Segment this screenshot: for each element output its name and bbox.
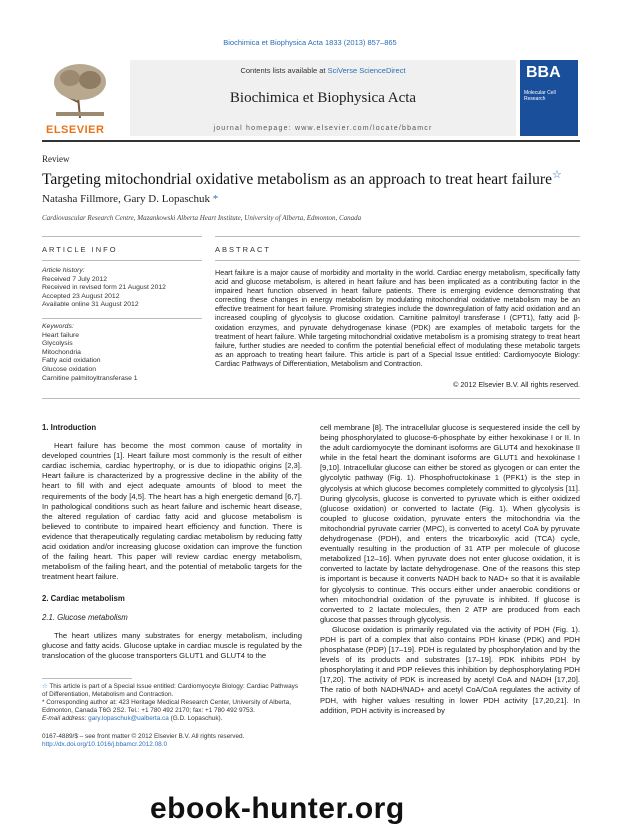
corresponding-note: * Corresponding author at: 423 Heritage Medical Research Center, University of Alberta, Edmonton, Canada T6G 2S2. Tel.: +1 780 492 2170; fax: +1 780 492 9753. xyxy=(42,699,292,714)
star-icon[interactable]: ☆ xyxy=(551,169,562,181)
cover-subtitle: Molecular Cell Research xyxy=(524,90,556,102)
keyword: Glycolysis xyxy=(42,340,73,348)
abstract-heading: ABSTRACT xyxy=(215,245,272,254)
email-link[interactable]: gary.lopaschuk@ualberta.ca xyxy=(88,715,169,722)
history-label: Article history: xyxy=(42,267,85,274)
glucose-heading: 2.1. Glucose metabolism xyxy=(42,612,128,622)
keyword: Glucose oxidation xyxy=(42,365,97,373)
intro-paragraph: Heart failure has become the most common cause of mortality in developed countries [1]. Heart failure most commonly is the result of either cardiac ischemia, cardiac hypertrophy, or is due to idiopathic origins [2,3]. Heart failure is characterized by a progressive decline in the ability of the heart to fill with and eject adequate amounts of blood to meet the requirements of the body [4,5]. The heart has a high energetic demand [6,7]. In pathological conditions such as heart failure and ischemic heart disease, the altered regulation of cardiac fatty acid and glucose metabolism is believed to contribute to impaired heart efficiency and function. There is evidence that therapeutically regulating cardiac metabolism by reducing fatty acid oxidation and/or increasing glucose oxidation can improve the function of the failing heart. This paper will review cardiac energy metabolism, metabolism of the failing heart, and the potential of metabolic targets for the treatment heart failure. xyxy=(42,441,302,582)
keywords xyxy=(42,323,202,383)
sciencedirect-link[interactable]: SciVerse ScienceDirect xyxy=(327,66,406,75)
intro-heading: 1. Introduction xyxy=(42,423,97,432)
article-info-heading: ARTICLE INFO xyxy=(42,245,118,254)
header-rule xyxy=(42,140,580,142)
journal-title: Biochimica et Biophysica Acta xyxy=(229,90,417,106)
footnote-rule xyxy=(42,678,132,679)
email-note: E-mail address: gary.lopaschuk@ualberta.ca (G.D. Lopaschuk). xyxy=(42,715,223,722)
keyword: Heart failure xyxy=(42,331,80,339)
history-item: Received in revised form 21 August 2012 xyxy=(42,284,166,292)
footnotes xyxy=(42,683,302,723)
body-paragraph: cell membrane [8]. The intracellular glucose is sequestered inside the cell by being phosphorylated to glucose-6-phosphate by either hexokinase I or II. In the adult cardiomyocyte the dominant isoforms are GLUT4 and hexokinase II while in the fetal heart the dominant isoforms are GLUT1 and hexokinase I [9,10]. Intracellular glucose can either be stored as glycogen or can enter the glycolytic pathway (Fig. 1). Phosphofructokinase 1 (PFK1) is the step in glycolysis at which glucose becomes completely committed to glycolysis [11]. During glycolysis, glucose is converted to pyruvate which is either oxidized (glucose oxidation) or converted to lactate (Fig. 1). When glycolysis is coupled to glucose oxidation, pyruvate enters the mitochondria via the mitochondrial pyruvate carrier (MPC), is converted to acetyl CoA by pyruvate dehydrogenase (PDH), and enters the tricarboxylic acid (TCA) cycle, eventually resulting in the production of 31 ATP per molecule of glucose metabolized [12–16]. When pyruvate does not enter glucose oxidation, it is converted to lactate by lactate dehydrogenase. One of the reasons this step is important is because it converts NADH back to NAD+ so that it is available for glycolysis to continue. This occurs either under anaerobic conditions or when mitochondrial oxidation of the pyruvate is inhibited. If glucose is converted to 2 lactate molecules, then 2 ATP are produced from each glucose that passes through glycolysis. xyxy=(320,423,580,624)
abstract-text: Heart failure is a major cause of morbidity and mortality in the world. Cardiac energy metabolism, specifically fatty acid and glucose metabolism, is altered in heart failure and has been implicated as a contributing factor in the impaired heart function observed in heart failure patients. There is emerging evidence demonstrating that correcting these changes in energy metabolism by modulating mitochondrial oxidative metabolism may be an effective treatment for heart failure. Promising strategies include the downregulation of fatty acid oxidation and an increased coupling of glycolysis to glucose oxidation. Carnitine palmitoyl transferase I (CPT1), fatty acid β-oxidation enzymes, and pyruvate dehydrogenase kinase (PDK) are examples of metabolic targets for the treatment of heart failure. While targeting mitochondrial oxidative metabolism is a promising strategy to treat heart failure, further studies are needed to confirm the potential beneficial effect of modulating these metabolic targets as an approach to treating heart failure. This article is part of a Special Issue entitled: Cardiomyocyte Biology: Cardiac Pathways of Differentiation, Metabolism and Contraction. xyxy=(215,268,580,368)
contents-line: Contents lists available at SciVerse ScienceDirect xyxy=(240,66,406,75)
keyword: Fatty acid oxidation xyxy=(42,357,101,365)
info-rule xyxy=(42,236,202,237)
journal-reference[interactable]: Biochimica et Biophysica Acta 1833 (2013) 857–865 xyxy=(223,38,397,47)
article-history xyxy=(42,267,202,310)
issn-line: 0167-4889/$ – see front matter © 2012 Elsevier B.V. All rights reserved. xyxy=(42,733,245,740)
doi-link[interactable]: http://dx.doi.org/10.1016/j.bbamcr.2012.08.0 xyxy=(42,741,168,748)
keywords-label: Keywords: xyxy=(42,323,74,330)
right-column xyxy=(320,423,580,716)
glucose-paragraph: The heart utilizes many substrates for energy metabolism, including glucose and fatty acids. Glucose uptake in cardiac muscle is regulated by the translocation of the glucose transporters GLUT1 and GLUT4 to the xyxy=(42,630,302,660)
watermark: ebook-hunter.org xyxy=(150,792,405,825)
asterisk-icon[interactable]: * xyxy=(212,193,219,205)
history-item: Available online 31 August 2012 xyxy=(42,301,139,309)
cover-title: BBA xyxy=(526,64,561,81)
keyword: Carnitine palmitoyltransferase 1 xyxy=(42,374,138,382)
history-item: Received 7 July 2012 xyxy=(42,275,107,283)
star-icon: ☆ xyxy=(42,683,50,690)
authors: Natasha Fillmore, Gary D. Lopaschuk * xyxy=(42,193,219,205)
affiliation: Cardiovascular Research Centre, Mazankowski Alberta Heart Institute, University of Alberta, Edmonton, Canada xyxy=(42,214,362,222)
abstract-copyright: © 2012 Elsevier B.V. All rights reserved. xyxy=(453,380,580,389)
article-title: Targeting mitochondrial oxidative metabolism as an approach to treat heart failure☆ xyxy=(42,169,562,189)
publisher-wordmark: ELSEVIER xyxy=(46,124,105,136)
article-type: Review xyxy=(42,154,70,164)
publication-info xyxy=(42,733,302,749)
cardiac-heading: 2. Cardiac metabolism xyxy=(42,594,125,604)
keywords-rule xyxy=(42,318,202,319)
body-paragraph: Glucose oxidation is primarily regulated via the activity of PDH (Fig. 1). PDH is part of a complex that also contains PDH kinase (PDK) and PDH phosphatase (PDP) [17–19]. PDH is regulated by phosphorylation and by the levels of its products and substrates [17–19]. PDK inhibits PDH by phosphorylating it and PDP relieves this inhibition by dephosphorylating PDH [17,20]. The activity of PDK is increased by acetyl CoA and NADH [17,20]. The ratio of both NADH/NAD+ and acetyl CoA/CoA regulates the activity of PDH, with higher values resulting in lower PDH activity [17,20,21]. In addition, PDH activity is increased by xyxy=(320,624,580,715)
journal-homepage[interactable]: journal homepage: www.elsevier.com/locate/bbamcr xyxy=(213,125,433,132)
keyword: Mitochondria xyxy=(42,348,81,356)
elsevier-tree-logo xyxy=(42,60,118,132)
body-rule xyxy=(42,398,580,399)
history-item: Accepted 23 August 2012 xyxy=(42,292,120,300)
special-issue-note: ☆ This article is part of a Special Issue entitled: Cardiomyocyte Biology: Cardiac Pathways of Differentiation, Metabolism and Contraction. xyxy=(42,683,299,698)
info-rule-2 xyxy=(42,260,202,261)
left-column xyxy=(42,423,302,661)
abstract-rule xyxy=(215,236,580,237)
abstract-rule-2 xyxy=(215,260,580,261)
